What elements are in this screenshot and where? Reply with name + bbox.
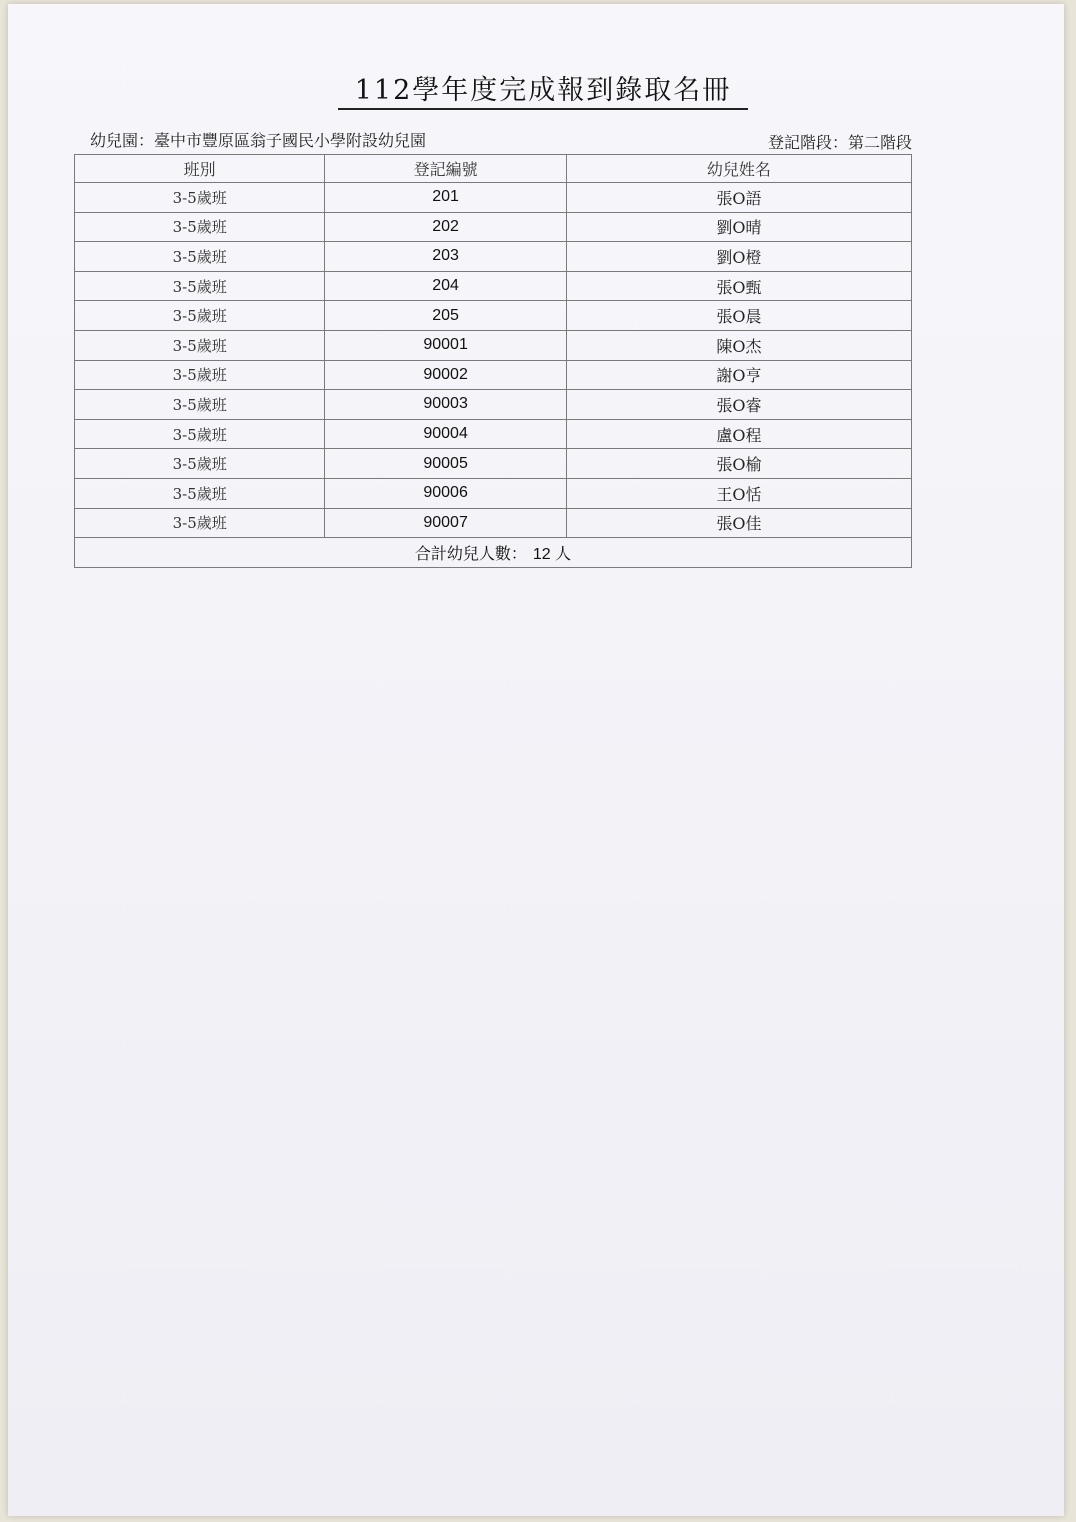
cell-child-name: 王O恬 [566,478,911,508]
cell-class: 3-5歲班 [75,478,325,508]
table-row [75,212,912,242]
cell-child-name: 盧O程 [566,419,911,449]
page-title: 112學年度完成報到錄取名冊 [338,76,748,110]
table-row [75,183,912,213]
cell-class: 3-5歲班 [75,419,325,449]
header-registration-number: 登記編號 [325,155,566,183]
cell-registration-number: 90004 [325,419,566,449]
stage-label: 登記階段：第二階段 [767,133,912,152]
table-row [75,301,912,331]
cell-registration-number: 90001 [325,330,566,360]
cell-registration-number: 90002 [325,360,566,390]
table-row [75,360,912,390]
header-row [75,155,912,183]
cell-class: 3-5歲班 [75,330,325,360]
total-label: 合計幼兒人數： [414,545,527,563]
cell-registration-number: 205 [325,301,566,331]
table-header [75,155,912,183]
cell-child-name: 張O甄 [566,271,911,301]
cell-child-name: 張O語 [566,183,911,213]
table-row [75,419,912,449]
table-row [75,478,912,508]
cell-child-name: 謝O亨 [566,360,911,390]
table-row [75,508,912,538]
total-cell [75,538,912,568]
cell-child-name: 陳O杰 [566,330,911,360]
cell-child-name: 劉O橙 [566,242,911,272]
total-value: 12 人 [532,545,572,563]
cell-registration-number: 90006 [325,478,566,508]
cell-registration-number: 90003 [325,390,566,420]
table-body [75,183,912,568]
cell-registration-number: 204 [325,271,566,301]
table-row [75,390,912,420]
table-row [75,330,912,360]
cell-child-name: 張O榆 [566,449,911,479]
header-class: 班別 [75,155,325,183]
roster-table [74,154,912,568]
school-label: 幼兒園：臺中市豐原區翁子國民小學附設幼兒園 [90,131,427,150]
cell-registration-number: 90007 [325,508,566,538]
cell-registration-number: 90005 [325,449,566,479]
cell-class: 3-5歲班 [75,271,325,301]
cell-child-name: 張O佳 [566,508,911,538]
table-row [75,271,912,301]
cell-class: 3-5歲班 [75,242,325,272]
cell-class: 3-5歲班 [75,212,325,242]
cell-class: 3-5歲班 [75,508,325,538]
table-row [75,242,912,272]
cell-class: 3-5歲班 [75,390,325,420]
cell-class: 3-5歲班 [75,360,325,390]
cell-class: 3-5歲班 [75,183,325,213]
cell-registration-number: 203 [325,242,566,272]
cell-registration-number: 202 [325,212,566,242]
cell-child-name: 張O睿 [566,390,911,420]
cell-registration-number: 201 [325,183,566,213]
cell-child-name: 劉O晴 [566,212,911,242]
cell-class: 3-5歲班 [75,301,325,331]
table-row [75,449,912,479]
cell-child-name: 張O晨 [566,301,911,331]
paper-sheet [8,4,1064,1516]
total-row [75,538,912,568]
header-child-name: 幼兒姓名 [566,155,911,183]
cell-class: 3-5歲班 [75,449,325,479]
